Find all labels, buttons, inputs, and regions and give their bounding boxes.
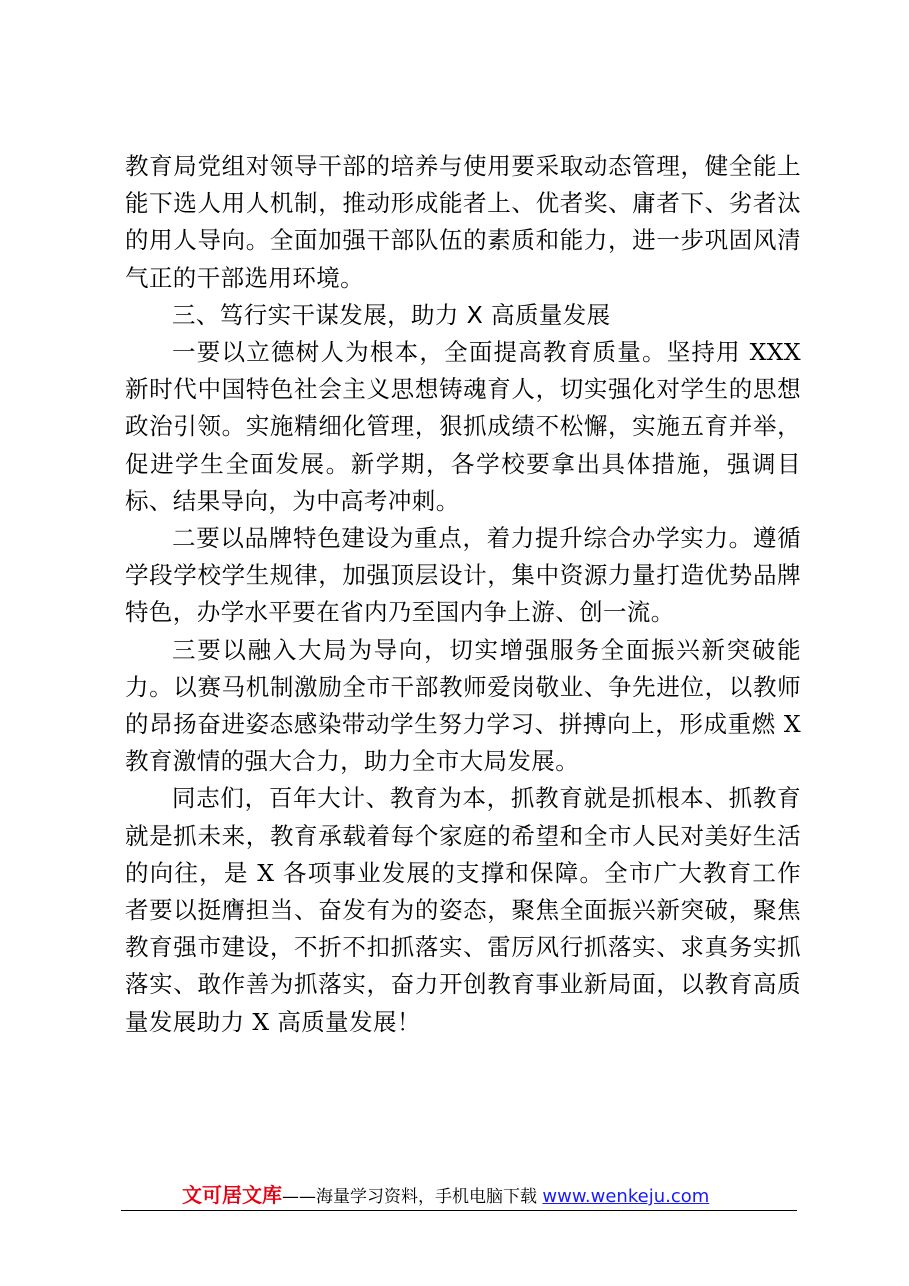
paragraph-first-requirement: 一要以立德树人为根本，全面提高教育质量。坚持用 XXX 新时代中国特色社会主义思想铸魂育人，切实强化对学生的思想政治引领。实施精细化管理，狠抓成绩不松懈，实施五育并举，促进学生全面发展。新学期，各学校要拿出具体措施，强调目标、结果导向，为中高考冲刺。: [125, 338, 801, 515]
paragraph-second-requirement: 二要以品牌特色建设为重点，着力提升综合办学实力。遵循学段学校学生规律，加强顶层设计，集中资源力量打造优势品牌特色，办学水平要在省内乃至国内争上游、创一流。: [125, 524, 801, 627]
footer-divider: [121, 1210, 797, 1211]
document-body: [125, 148, 801, 1041]
footer-slogan: 海量学习资料，手机电脑下载: [316, 1187, 537, 1207]
footer-url-link[interactable]: www.wenkeju.com: [542, 1186, 710, 1207]
footer: [182, 1183, 709, 1209]
footer-brand: 文可居文库: [182, 1183, 282, 1207]
footer-separator: ——: [282, 1187, 316, 1207]
paragraph-continuation: 教育局党组对领导干部的培养与使用要采取动态管理，健全能上能下选人用人机制，推动形成能者上、优者奖、庸者下、劣者汰的用人导向。全面加强干部队伍的素质和能力，进一步巩固风清气正的干部选用环境。: [125, 152, 801, 292]
section-heading: 三、笃行实干谋发展，助力 X 高质量发展: [172, 300, 611, 329]
paragraph-closing: 同志们，百年大计、教育为本，抓教育就是抓根本、抓教育就是抓未来，教育承载着每个家庭的希望和全市人民对美好生活的向往，是 X 各项事业发展的支撑和保障。全市广大教育工作者要以挺膺担当、奋发有为的姿态，聚焦全面振兴新突破，聚焦教育强市建设，不折不扣抓落实、雷厉风行抓落实、求真务实抓落实、敢作善为抓落实，奋力开创教育事业新局面，以教育高质量发展助力 X 高质量发展！: [125, 784, 801, 1036]
paragraph-third-requirement: 三要以融入大局为导向，切实增强服务全面振兴新突破能力。以赛马机制激励全市干部教师爱岗敬业、争先进位，以教师的昂扬奋进姿态感染带动学生努力学习、拼搏向上，形成重燃 X 教育激情的强大合力，助力全市大局发展。: [125, 635, 801, 776]
